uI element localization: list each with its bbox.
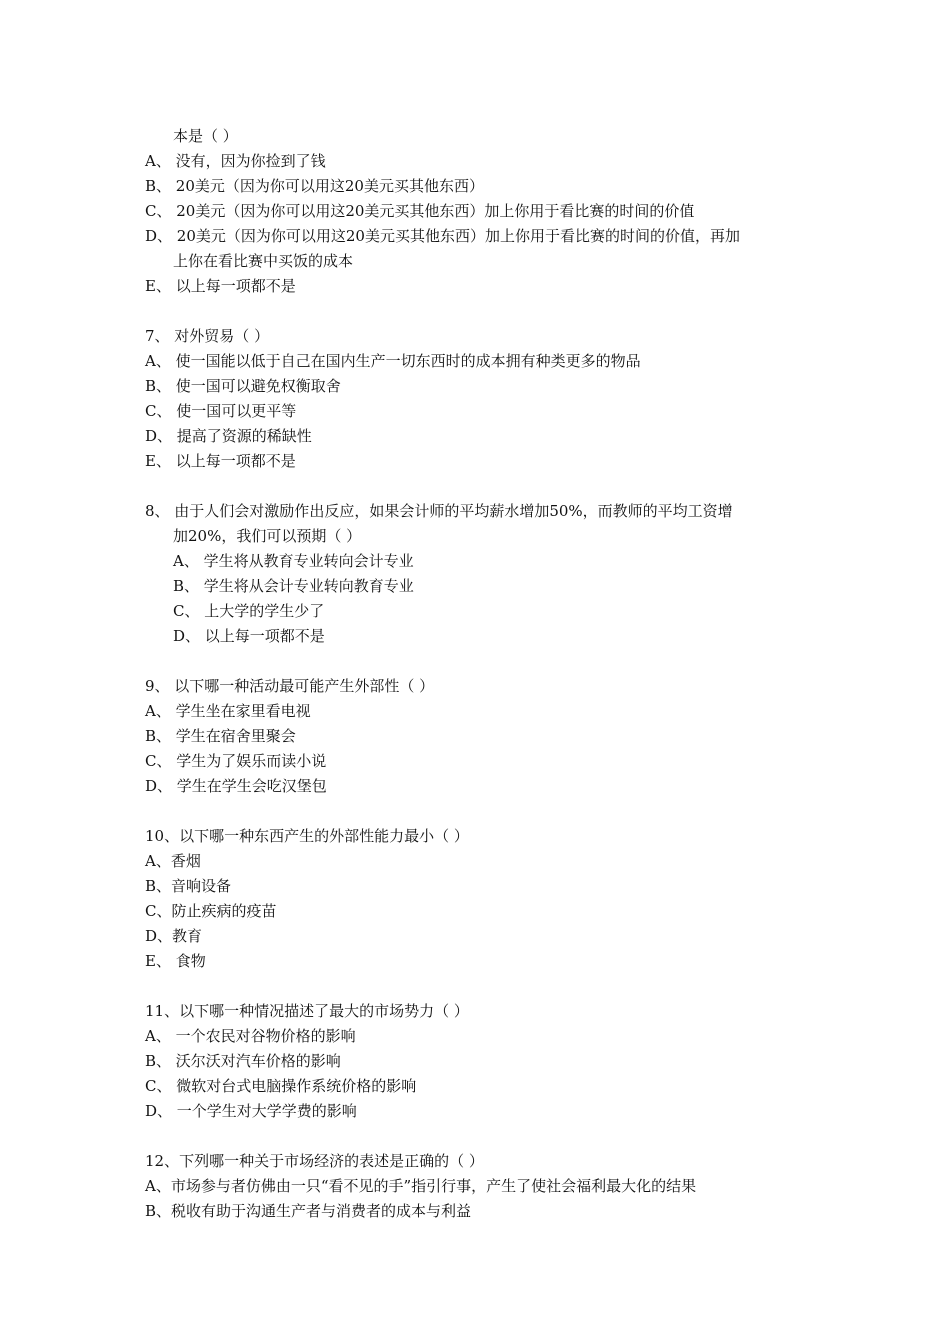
spacer: [145, 474, 815, 499]
q10-option-e: E、 食物: [145, 952, 206, 970]
spacer: [145, 974, 815, 999]
q11-option-d: D、 一个学生对大学学费的影响: [145, 1102, 357, 1120]
q7-option-b: B、 使一国可以避免权衡取舍: [145, 377, 341, 395]
q10-option-b: B、音响设备: [145, 877, 232, 895]
q10-option-d: D、教育: [145, 927, 203, 945]
q7-option-a: A、 使一国能以低于自己在国内生产一切东西时的成本拥有种类更多的物品: [145, 352, 641, 370]
q6-option-d-continuation: 上你在看比赛中买饭的成本: [173, 252, 354, 270]
q12-option-a: A、市场参与者仿佛由一只“看不见的手”指引行事，产生了使社会福利最大化的结果: [145, 1177, 697, 1195]
q9-stem: 9、 以下哪一种活动最可能产生外部性（ ）: [145, 677, 435, 695]
q6-stem-continuation: 本是（ ）: [173, 127, 238, 145]
q7-option-d: D、 提高了资源的稀缺性: [145, 427, 312, 445]
q9-option-c: C、 学生为了娱乐而读小说: [145, 752, 327, 770]
spacer: [145, 1124, 815, 1149]
q9-option-b: B、 学生在宿舍里聚会: [145, 727, 296, 745]
q12-option-b: B、税收有助于沟通生产者与消费者的成本与利益: [145, 1202, 472, 1220]
q6-option-c: C、 20美元（因为你可以用这20美元买其他东西）加上你用于看比赛的时间的价值: [145, 202, 695, 220]
q9-option-a: A、 学生坐在家里看电视: [145, 702, 311, 720]
spacer: [145, 299, 815, 324]
q8-option-d: D、 以上每一项都不是: [173, 627, 325, 645]
q6-option-a: A、 没有，因为你捡到了钱: [145, 152, 326, 170]
q8-option-a: A、 学生将从教育专业转向会计专业: [173, 552, 414, 570]
spacer: [145, 649, 815, 674]
q9-option-d: D、 学生在学生会吃汉堡包: [145, 777, 327, 795]
q7-option-e: E、 以上每一项都不是: [145, 452, 296, 470]
q6-option-b: B、 20美元（因为你可以用这20美元买其他东西）: [145, 177, 484, 195]
q6-option-d: D、 20美元（因为你可以用这20美元买其他东西）加上你用于看比赛的时间的价值，再加: [145, 227, 740, 245]
document-content: [145, 124, 815, 1224]
q11-option-c: C、 微软对台式电脑操作系统价格的影响: [145, 1077, 417, 1095]
q8-option-b: B、 学生将从会计专业转向教育专业: [173, 577, 414, 595]
spacer: [145, 799, 815, 824]
q7-option-c: C、 使一国可以更平等: [145, 402, 297, 420]
q12-stem: 12、下列哪一种关于市场经济的表述是正确的（ ）: [145, 1152, 484, 1170]
q8-stem: 8、 由于人们会对激励作出反应，如果会计师的平均薪水增加50%，而教师的平均工资增: [145, 502, 733, 520]
q11-stem: 11、以下哪一种情况描述了最大的市场势力（ ）: [145, 1002, 469, 1020]
q10-option-a: A、香烟: [145, 852, 201, 870]
q8-option-c: C、 上大学的学生少了: [173, 602, 325, 620]
q11-option-a: A、 一个农民对谷物价格的影响: [145, 1027, 356, 1045]
q6-option-e: E、 以上每一项都不是: [145, 277, 296, 295]
q8-stem-continuation: 加20%，我们可以预期（ ）: [173, 527, 362, 545]
q11-option-b: B、 沃尔沃对汽车价格的影响: [145, 1052, 341, 1070]
q10-option-c: C、防止疾病的疫苗: [145, 902, 277, 920]
q7-stem: 7、 对外贸易（ ）: [145, 327, 270, 345]
q10-stem: 10、以下哪一种东西产生的外部性能力最小（ ）: [145, 827, 469, 845]
